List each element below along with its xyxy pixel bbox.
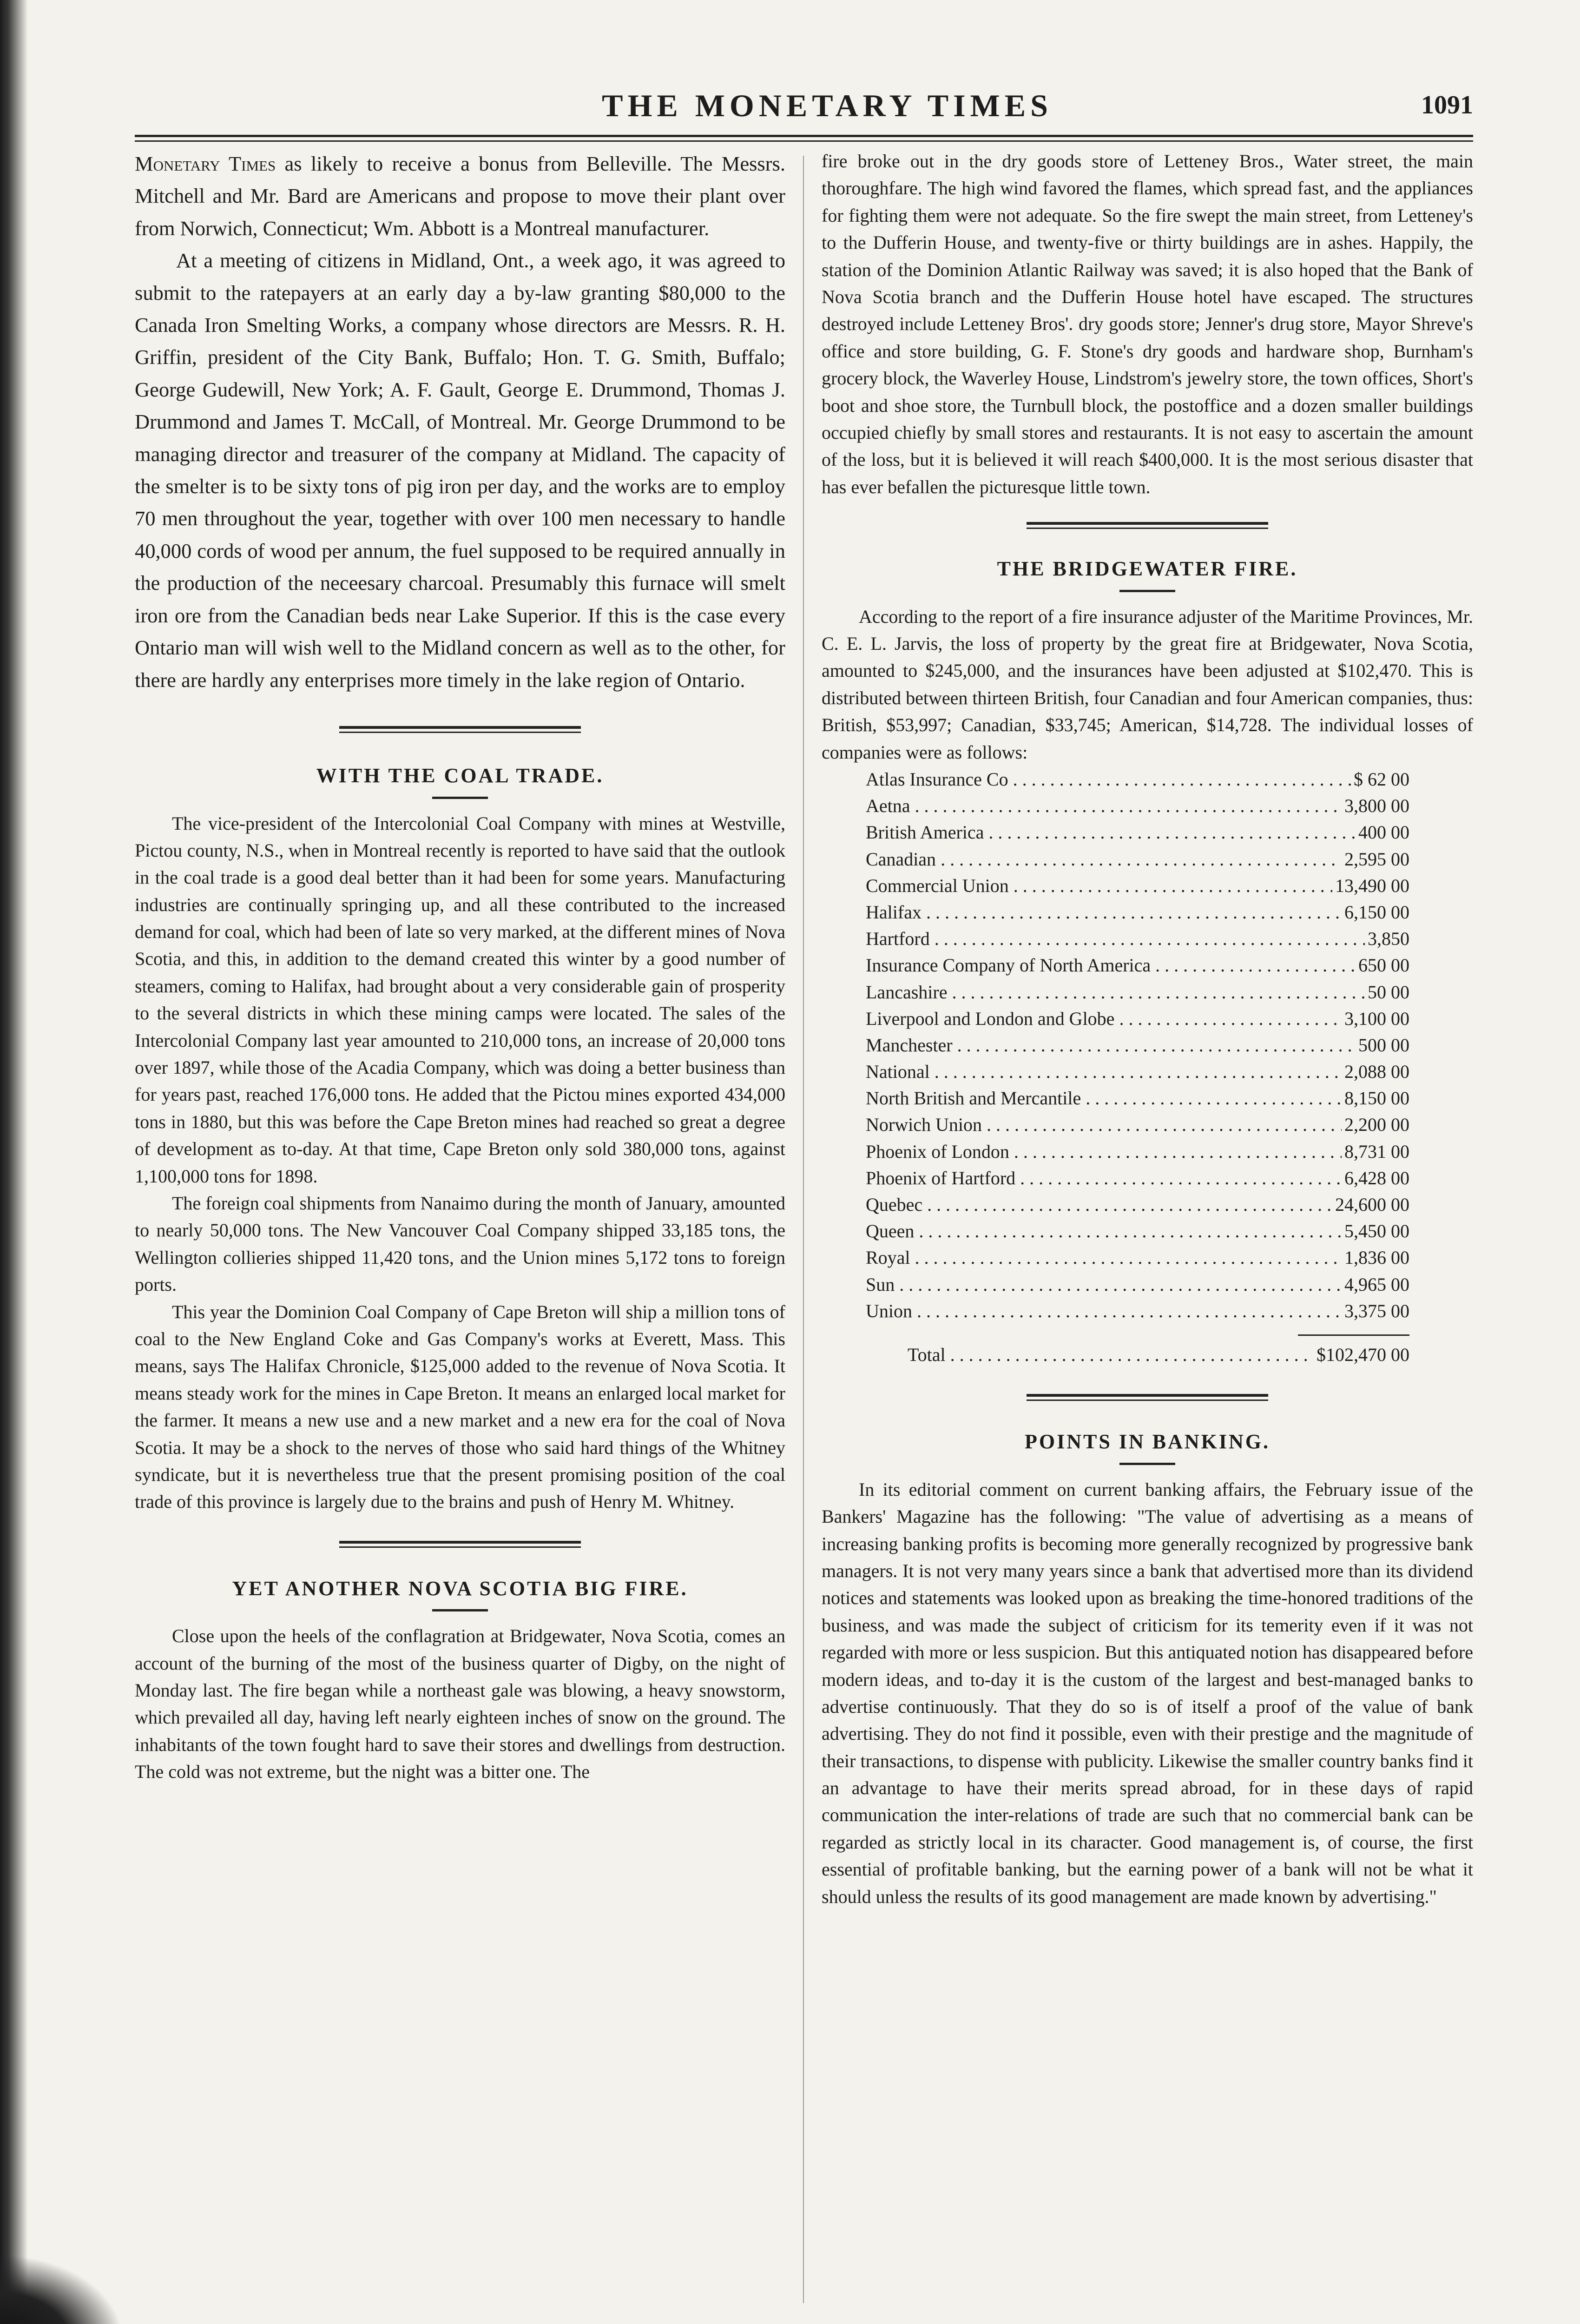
masthead-title: THE MONETARY TIMES <box>602 88 1053 123</box>
insurer-name: Liverpool and London and Globe . . . <box>866 1005 1342 1032</box>
insurer-name: Canadian . . . <box>866 846 1342 872</box>
banking-paragraph: In its editorial comment on current banking affairs, the February issue of the Bankers' Magazine has the following: "The value of advertising as a means of increasing banking profits is becoming more generally recognized by progressive bank managers. It is not very many years since a bank that advertised more than its dividend notices and statements was looked upon as breaking the time-honored traditions of the business, and was made the subject of criticism for its temerity even if it was not regarded with more or less suspicion. But this antiquated notion has disappeared before modern ideas, and to-day it is the custom of the largest and best-managed banks to advertise continuously. That they do so is of itself a proof of the value of bank advertising. They do not find it possible, even with their prestige and the magnitude of their transactions, to dispense with publicity. Likewise the smaller country banks find it an advantage to have their merits spread abroad, for in these days of rapid communication the inter-relations of trade are such that no commercial bank can be regarded as strictly local in its character. Good management is, of course, the first essential of profitable banking, but the earning power of a bank will not be what it should unless the results of its good management are made known by advertising." <box>822 1479 1473 1907</box>
insurer-name: Lancashire . . . <box>866 979 1365 1005</box>
bridgewater-fire-title: THE BRIDGEWATER FIRE. <box>997 557 1298 581</box>
title-rule <box>432 1609 488 1611</box>
insurer-name: Insurance Company of North America . . . <box>866 952 1356 978</box>
table-row <box>866 1111 1409 1138</box>
coal-paragraph-3: This year the Dominion Coal Company of Cape Breton will ship a million tons of coal to the New England Coke and Gas Company's works at Everett, Mass. This means, says The Halifax Chronicle, $125,000 added to the revenue of Nova Scotia. It means steady work for the mines in Cape Breton. It means an enlarged local market for the farmer. It means a new use and a new market and a new era for the coal of Nova Scotia. It may be a shock to the nerves of those who said hard things of the Whitney syndicate, but it is nevertheless true that the present promising position of the coal trade of this province is largely due to the brains and push of Henry M. Whitney. <box>135 1301 785 1512</box>
table-row <box>866 899 1409 925</box>
nova-scotia-fire-title: YET ANOTHER NOVA SCOTIA BIG FIRE. <box>232 1577 688 1600</box>
table-row <box>866 1058 1409 1085</box>
loss-amount: 5,450 00 <box>1344 1221 1409 1242</box>
loss-amount: 50 00 <box>1368 981 1409 1003</box>
insurer-name: Commercial Union . . . <box>866 872 1332 899</box>
digby-paragraph: Close upon the heels of the conflagration at Bridgewater, Nova Scotia, comes an account of the burning of the most of the business quarter of Digby, on the night of Monday last. The fire began while a northeast gale was blowing, a heavy snowstorm, which prevailed all day, having left nearly eighteen inches of snow on the ground. The inhabitants of the town fought hard to save their stores and dwellings from destruction. The cold was not extreme, but the night was a bitter one. The <box>135 1625 785 1783</box>
loss-amount: 24,600 00 <box>1335 1194 1409 1215</box>
table-row <box>866 925 1409 952</box>
total-rule <box>1298 1334 1409 1336</box>
loss-amount: 8,731 00 <box>1344 1141 1409 1162</box>
loss-amount: 3,100 00 <box>1344 1008 1409 1029</box>
insurer-name: Union . . . <box>866 1298 1342 1324</box>
insurer-name: Aetna . . . <box>866 792 1342 819</box>
section-separator <box>339 726 581 733</box>
loss-amount: 500 00 <box>1358 1034 1409 1056</box>
loss-amount: 1,836 00 <box>1344 1247 1409 1268</box>
column-divider <box>803 156 804 2303</box>
coal-paragraph-1: The vice-president of the Intercolonial Coal Company with mines at Westville, Pictou county, N.S., when in Montreal recently is reported to have said that the outlook in the coal trade is a good deal better than it had been for some years. Manufacturing industries are continually springing up, and all these contributed to the increased demand for coal, which had been of late so very marked, at the different mines of Nova Scotia, and this, in addition to the demand created this winter by a good number of steamers, coming to Halifax, had brought about a very considerable gain of prosperity to the several districts in which these mining camps were located. The sales of the Intercolonial Company last year amounted to 210,000 tons, an increase of 20,000 tons over 1897, while those of the Acadia Company, which was doing a better business than for years past, reached 176,000 tons. He added that the Pictou mines exported 434,000 tons in 1880, but this was before the Cape Breton mines had reached so great a degree of development as to-day. At that time, Cape Breton only sold 380,000 tons, against 1,100,000 tons for 1898. <box>135 812 785 1187</box>
insurer-name: Queen . . . <box>866 1218 1342 1244</box>
total-amount: $102,470 00 <box>1317 1344 1409 1365</box>
loss-amount: 3,850 <box>1368 928 1409 950</box>
table-row <box>866 1271 1409 1298</box>
insurer-name: Hartford . . . <box>866 925 1365 952</box>
insurer-name: Phoenix of Hartford . . . <box>866 1165 1342 1191</box>
insurance-losses-table <box>866 766 1409 1368</box>
banking-title: POINTS IN BANKING. <box>1025 1430 1270 1453</box>
insurer-name: British America . . . <box>866 819 1356 845</box>
loss-amount: 4,965 00 <box>1344 1274 1409 1295</box>
loss-amount: 3,375 00 <box>1344 1300 1409 1321</box>
loss-amount: 6,150 00 <box>1344 901 1409 923</box>
left-column <box>135 148 785 1786</box>
table-row <box>866 766 1409 792</box>
loss-amount: 13,490 00 <box>1335 875 1409 896</box>
table-row <box>866 872 1409 899</box>
bridgewater-paragraph: According to the report of a fire insurance adjuster of the Maritime Provinces, Mr. C. E. L. Jarvis, the loss of property by the great fire at Bridgewater, Nova Scotia, amounted to $245,000, and the insurances have been adjusted at $102,470. This is distributed between thirteen British, four Canadian and four American companies, thus: British, $53,997; Canadian, $33,745; American, $14,728. The individual losses of companies were as follows: <box>822 606 1473 763</box>
table-row <box>866 1298 1409 1324</box>
table-row <box>866 1244 1409 1271</box>
loss-amount: $ 62 00 <box>1354 769 1409 790</box>
digby-continued: fire broke out in the dry goods store of Letteney Bros., Water street, the main thoroughfare. The high wind favored the flames, which spread fast, and the appliances for fighting them were not adequate. So the fire swept the main street, from Letteney's to the Dufferin House, and twenty-five or thirty buildings are in ashes. Happily, the station of the Dominion Atlantic Railway was saved; it is also hoped that the Bank of Nova Scotia branch and the Dufferin House hotel have escaped. The structures destroyed include Letteney Bros'. dry goods store; Jenner's drug store, Mayor Shreve's office and store building, G. F. Stone's dry goods and hardware shop, Burnham's grocery block, the Waverley House, Lindstrom's jewelry store, the town offices, Short's boot and shoe store, the Turnbull block, the postoffice and a dozen smaller buildings occupied chiefly by small stores and restaurants. It is not easy to ascertain the amount of the loss, but it is believed it will reach $400,000. It is the most serious disaster that has ever befallen the picturesque little town. <box>822 151 1473 497</box>
belleville-paragraph <box>135 148 785 244</box>
total-label: Total . . . <box>908 1341 1314 1368</box>
coal-paragraph-2: The foreign coal shipments from Nanaimo during the month of January, amounted to nearly 50,000 tons. The New Vancouver Coal Company shipped 33,185 tons, the Wellington collieries shipped 11,420 tons, and the Union mines 5,172 tons to foreign ports. <box>135 1193 785 1295</box>
total-row <box>866 1341 1409 1368</box>
page-number: 1091 <box>1421 91 1473 119</box>
intro-rest: as likely to receive a bonus from Belleville. The Messrs. Mitchell and Mr. Bard are Americans and propose to move their plant over from Norwich, Connecticut; Wm. Abbott is a Montreal manufacturer. <box>135 152 785 240</box>
table-row <box>866 1138 1409 1165</box>
section-separator <box>1027 522 1268 529</box>
loss-amount: 650 00 <box>1358 955 1409 976</box>
intro-smallcaps: Monetary Times <box>135 152 276 175</box>
page-header <box>139 87 1473 129</box>
coal-trade-title: WITH THE COAL TRADE. <box>316 764 604 787</box>
section-separator <box>1027 1394 1268 1401</box>
insurer-name: Sun . . . <box>866 1271 1342 1298</box>
insurer-name: National . . . <box>866 1058 1342 1085</box>
table-row <box>866 1085 1409 1111</box>
insurer-name: Quebec . . . <box>866 1191 1332 1218</box>
title-rule <box>432 797 488 799</box>
loss-amount: 2,595 00 <box>1344 848 1409 870</box>
insurer-name: Norwich Union . . . <box>866 1111 1342 1138</box>
table-row <box>866 792 1409 819</box>
table-row <box>866 979 1409 1005</box>
header-rule-top <box>135 135 1473 137</box>
section-separator <box>339 1541 581 1548</box>
insurer-name: Atlas Insurance Co . . . <box>866 766 1351 792</box>
table-row <box>866 1165 1409 1191</box>
loss-amount: 2,088 00 <box>1344 1061 1409 1083</box>
table-row <box>866 1032 1409 1058</box>
binding-shadow <box>0 0 28 2324</box>
insurer-name: North British and Mercantile . . . <box>866 1085 1342 1111</box>
header-rule-bottom <box>135 140 1473 142</box>
midland-paragraph: At a meeting of citizens in Midland, Ont., a week ago, it was agreed to submit to the ratepayers at an early day a by-law granting $80,000 to the Canada Iron Smelting Works, a company whose directors are Messrs. R. H. Griffin, president of the City Bank, Buffalo; Hon. T. G. Smith, Buffalo; George Gudewill, New York; A. F. Gault, George E. Drummond, Thomas J. Drummond and James T. McCall, of Montreal. Mr. George Drummond to be managing director and treasurer of the company at Midland. The capacity of the smelter is to be sixty tons of pig iron per day, and the works are to employ 70 men throughout the year, together with over 100 men necessary to handle 40,000 cords of wood per annum, the fuel supposed to be required annually in the production of the neceesary charcoal. Presumably this furnace will smelt iron ore from the Canadian beds near Lake Superior. If this is the case every Ontario man will wish well to the Midland concern as well as to the other, for there are hardly any enterprises more timely in the lake region of Ontario. <box>135 249 785 692</box>
insurer-name: Phoenix of London . . . <box>866 1138 1342 1165</box>
right-column <box>822 148 1473 1910</box>
table-row <box>866 952 1409 978</box>
title-rule <box>1119 590 1175 592</box>
insurer-name: Royal . . . <box>866 1244 1342 1271</box>
loss-amount: 3,800 00 <box>1344 795 1409 817</box>
insurer-name: Halifax . . . <box>866 899 1342 925</box>
table-row <box>866 846 1409 872</box>
loss-amount: 8,150 00 <box>1344 1088 1409 1109</box>
table-row <box>866 1218 1409 1244</box>
loss-amount: 400 00 <box>1358 822 1409 843</box>
insurer-name: Manchester . . . <box>866 1032 1356 1058</box>
loss-amount: 6,428 00 <box>1344 1167 1409 1188</box>
loss-amount: 2,200 00 <box>1344 1114 1409 1136</box>
corner-shadow <box>0 2257 121 2324</box>
table-row <box>866 1191 1409 1218</box>
table-row <box>866 819 1409 845</box>
title-rule <box>1119 1463 1175 1465</box>
table-row <box>866 1005 1409 1032</box>
